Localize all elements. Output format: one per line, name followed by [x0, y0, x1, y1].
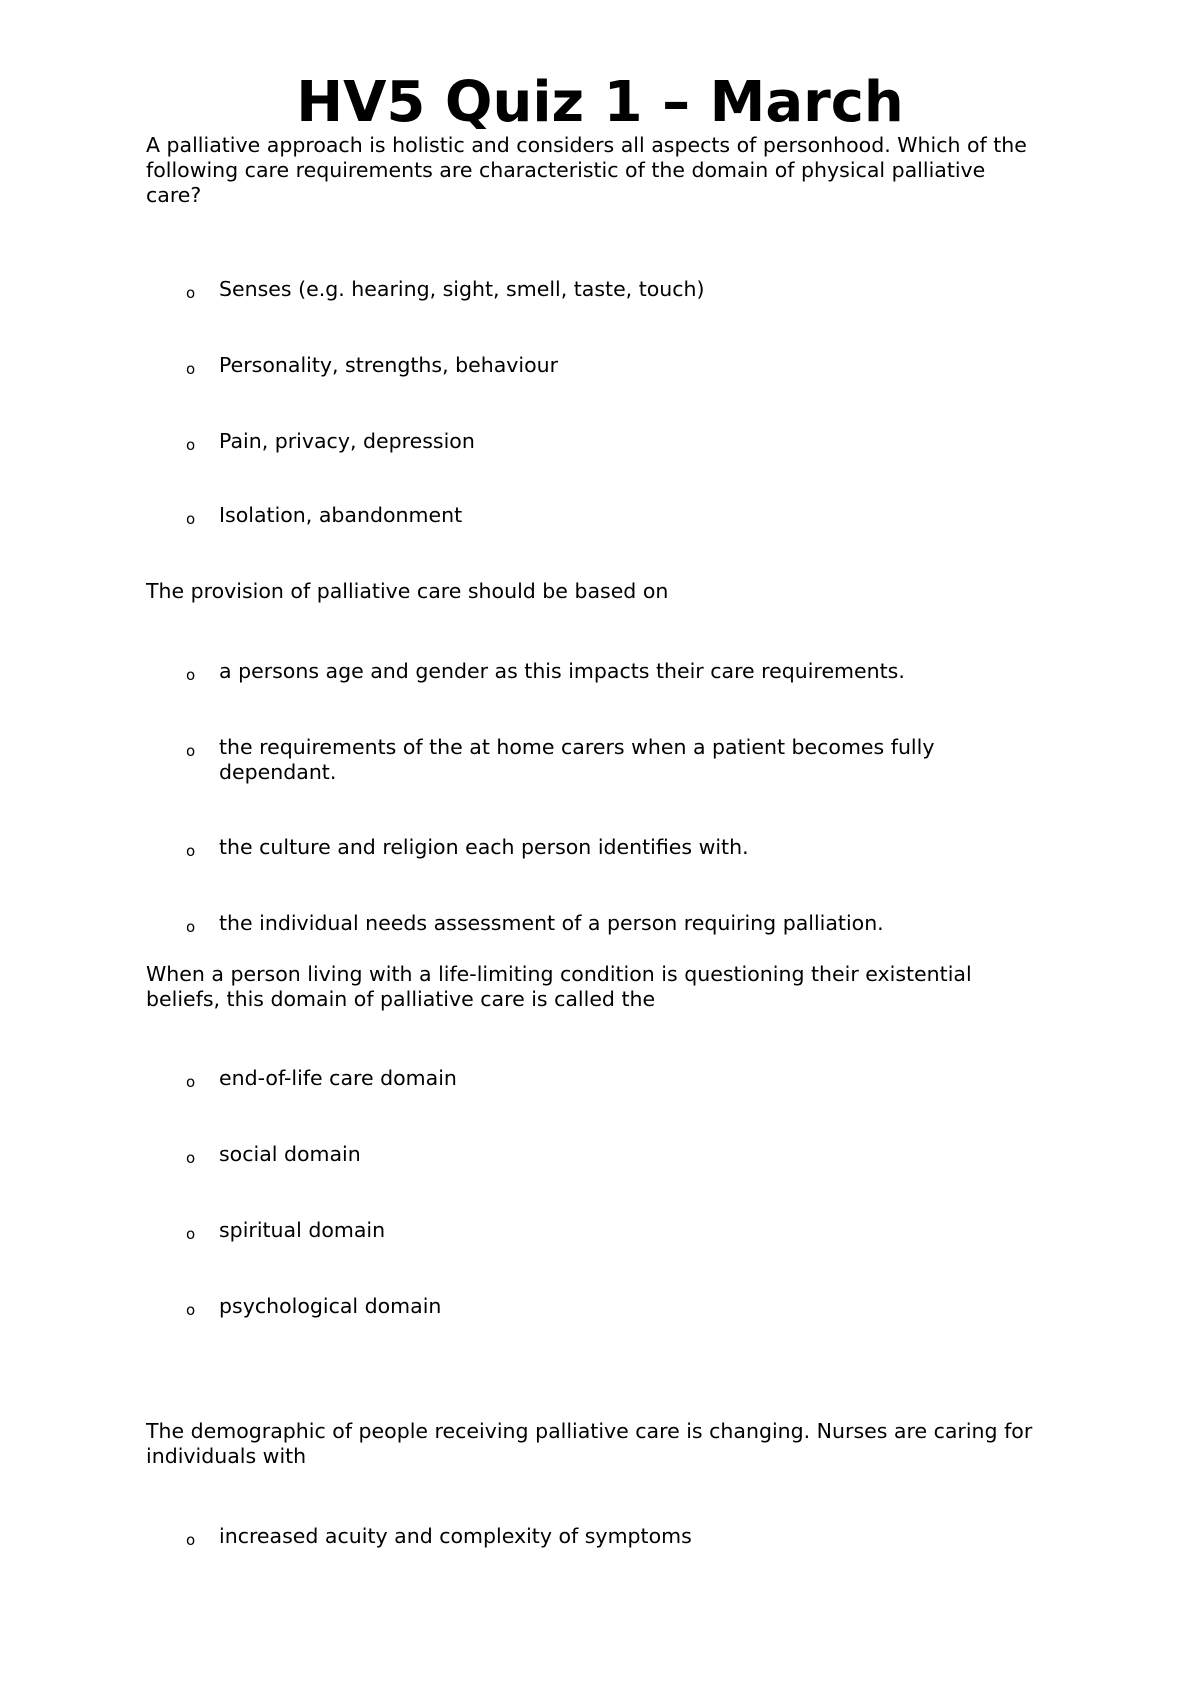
bullet-icon: o — [186, 360, 196, 378]
bullet-icon: o — [186, 742, 196, 760]
option-label: end-of-life care domain — [219, 1066, 457, 1090]
question-4-option-1 — [186, 1524, 1046, 1549]
question-2-option-4 — [186, 911, 1046, 936]
option-label: Senses (e.g. hearing, sight, smell, taste, touch) — [219, 277, 705, 301]
bullet-icon: o — [186, 842, 196, 860]
option-label: increased acuity and complexity of symptoms — [219, 1524, 692, 1548]
question-1-option-3 — [186, 429, 1046, 454]
bullet-icon: o — [186, 1301, 196, 1319]
bullet-icon: o — [186, 1225, 196, 1243]
question-1-option-4 — [186, 503, 1046, 528]
page-title: HV5 Quiz 1 – March — [296, 70, 904, 135]
question-2-option-2 — [186, 735, 1046, 785]
option-label: Isolation, abandonment — [219, 503, 463, 527]
option-label: spiritual domain — [219, 1218, 386, 1242]
bullet-icon: o — [186, 666, 196, 684]
option-label: Personality, strengths, behaviour — [219, 353, 559, 377]
option-label: a persons age and gender as this impacts their care requirements. — [219, 659, 905, 683]
bullet-icon: o — [186, 510, 196, 528]
question-2-option-3 — [186, 835, 1046, 860]
question-2-text: The provision of palliative care should be based on — [146, 579, 669, 603]
bullet-icon: o — [186, 1531, 196, 1549]
question-3-option-3 — [186, 1218, 1046, 1243]
question-3-option-1 — [186, 1066, 1046, 1091]
option-label: the requirements of the at home carers when a patient becomes fully dependant. — [219, 735, 935, 784]
question-1-option-1 — [186, 277, 1046, 302]
question-3-option-4 — [186, 1294, 1046, 1319]
question-4-text: The demographic of people receiving palliative care is changing. Nurses are caring for individuals with — [146, 1419, 1033, 1468]
option-label: psychological domain — [219, 1294, 442, 1318]
option-label: Pain, privacy, depression — [219, 429, 475, 453]
bullet-icon: o — [186, 1073, 196, 1091]
question-2-option-1 — [186, 659, 1046, 684]
bullet-icon: o — [186, 436, 196, 454]
question-1-option-2 — [186, 353, 1046, 378]
bullet-icon: o — [186, 1149, 196, 1167]
option-label: social domain — [219, 1142, 361, 1166]
bullet-icon: o — [186, 918, 196, 936]
bullet-icon: o — [186, 284, 196, 302]
question-1-text: A palliative approach is holistic and considers all aspects of personhood. Which of the following care requirements are characteristic of the domain of physical palliative care? — [146, 133, 1027, 207]
question-3-text: When a person living with a life-limiting condition is questioning their existential beliefs, this domain of palliative care is called the — [146, 962, 972, 1011]
option-label: the culture and religion each person identifies with. — [219, 835, 749, 859]
question-3-option-2 — [186, 1142, 1046, 1167]
option-label: the individual needs assessment of a person requiring palliation. — [219, 911, 884, 935]
